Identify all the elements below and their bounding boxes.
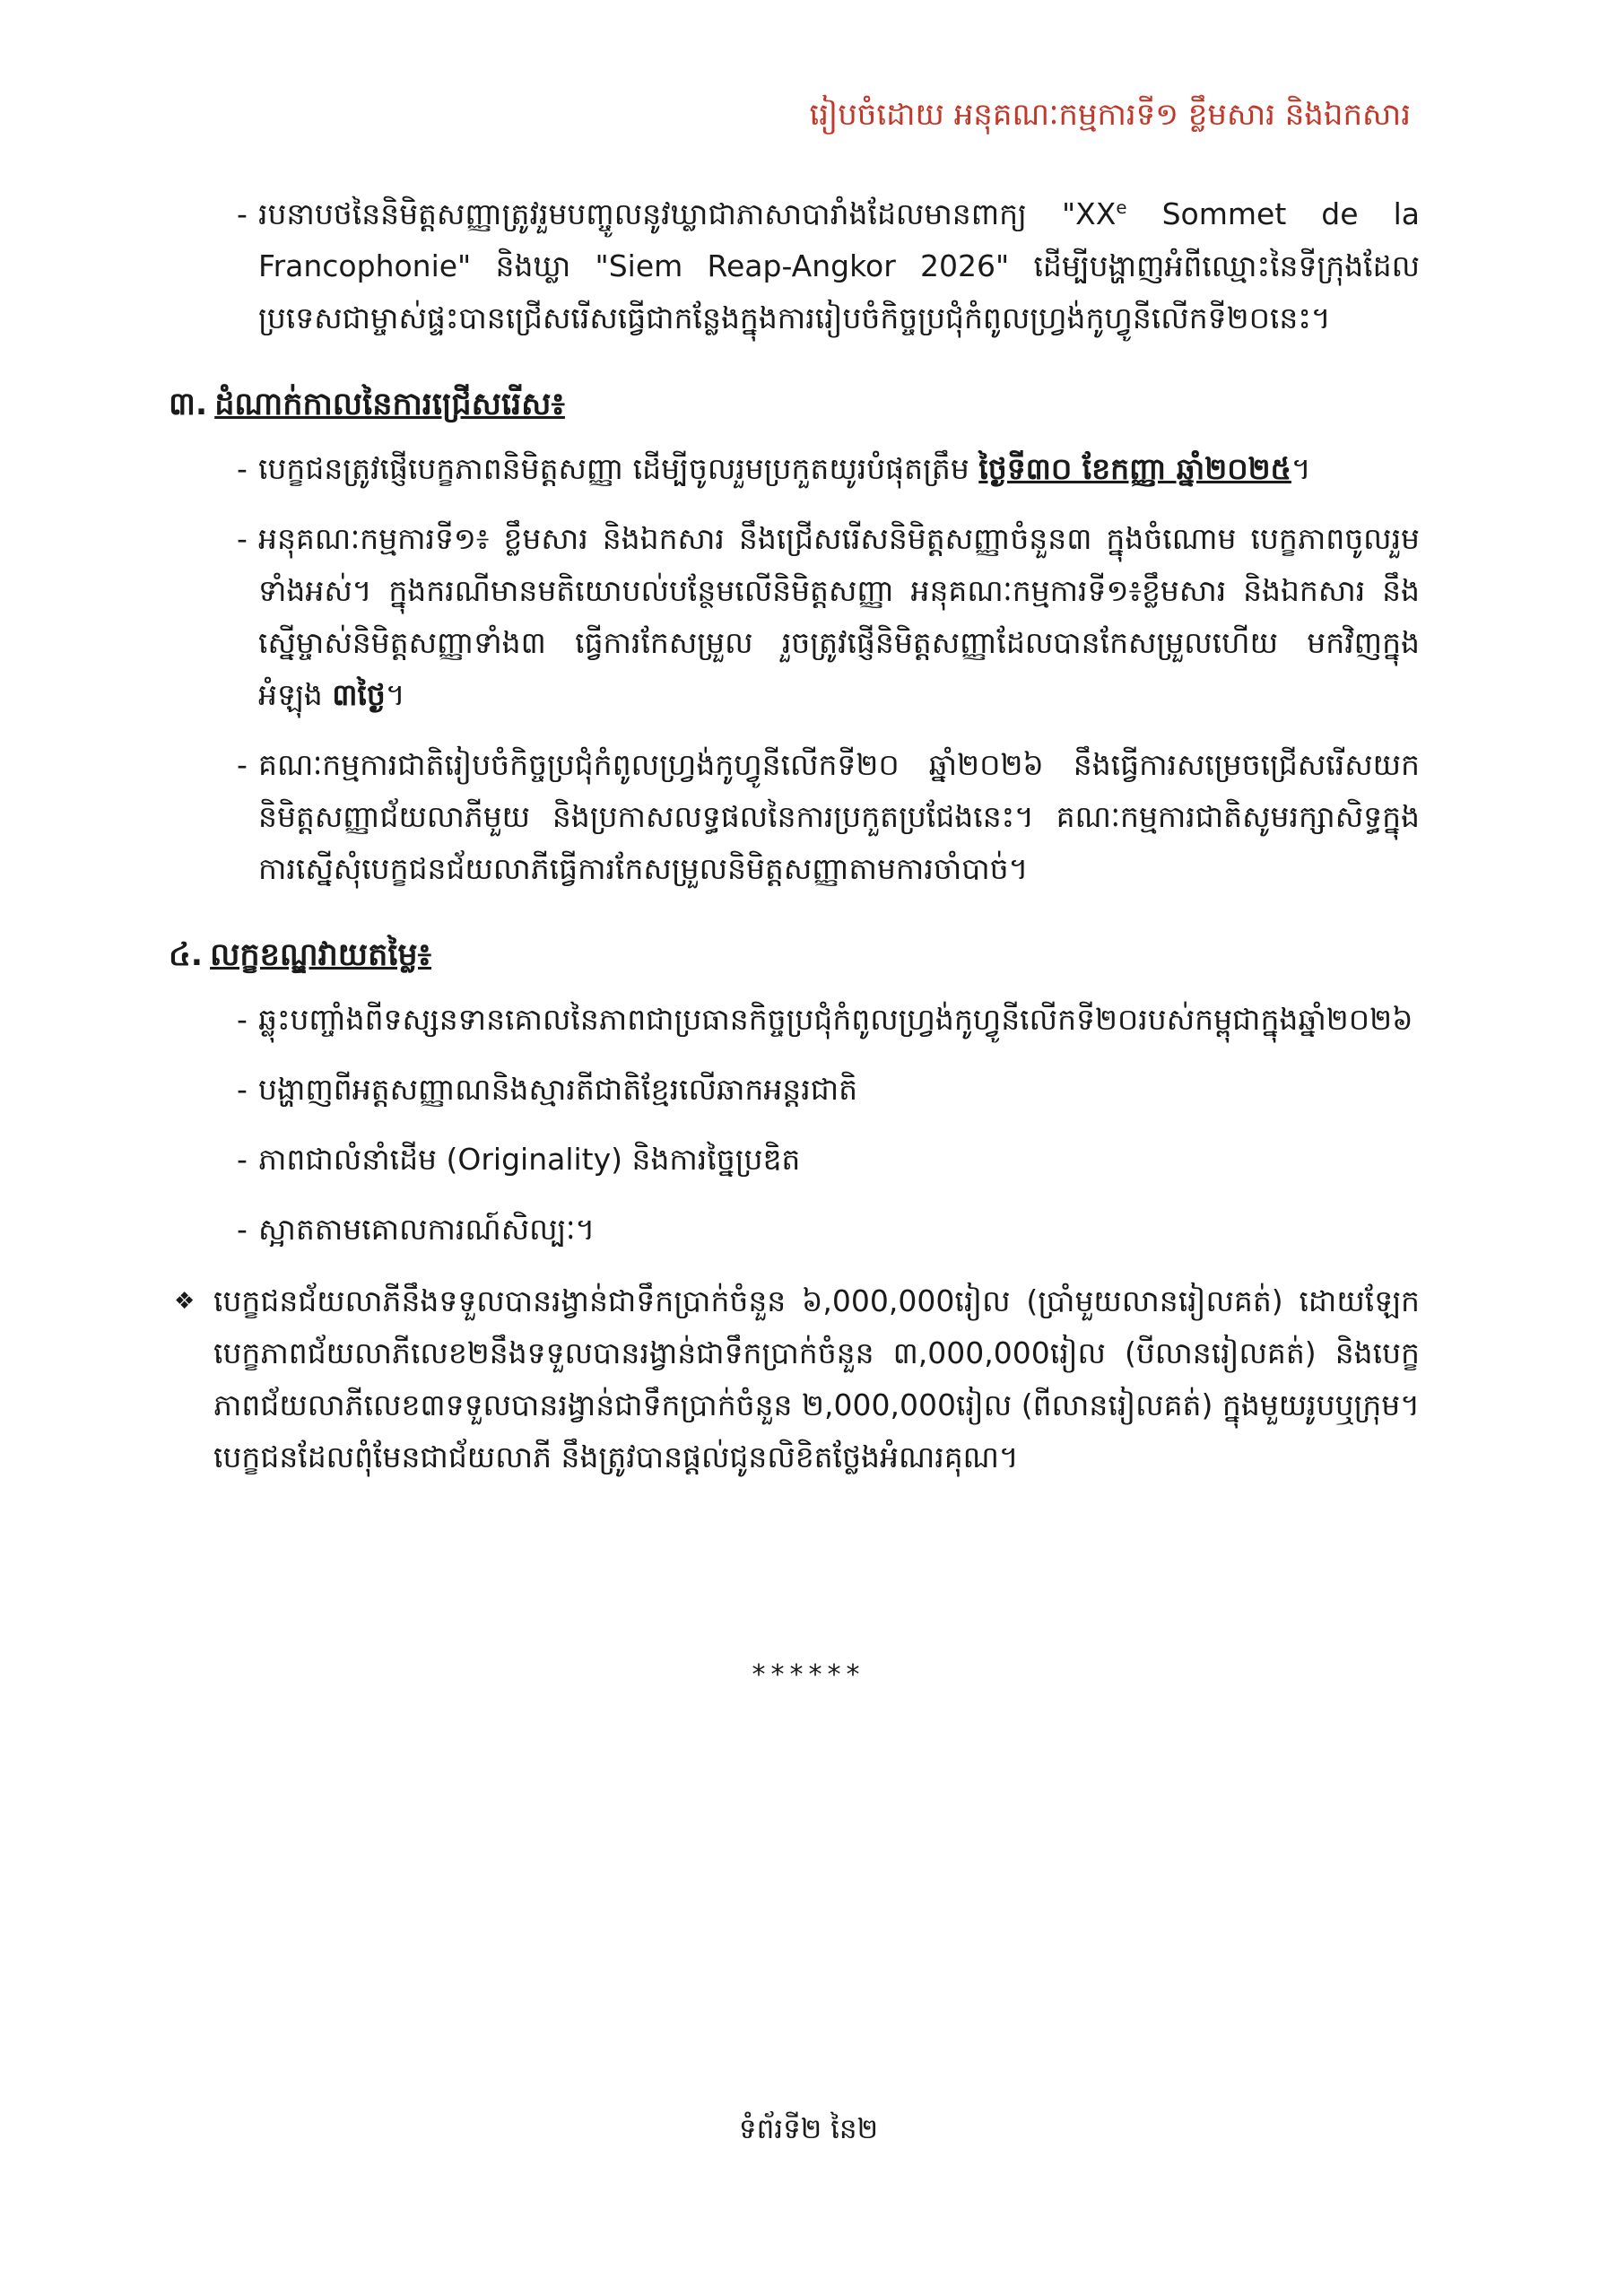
dash-bullet: - xyxy=(237,1142,248,1177)
dash-bullet: - xyxy=(237,1002,248,1037)
dash-bullet: - xyxy=(237,1072,248,1107)
revision-period: ៣ថ្ងៃ xyxy=(332,677,386,712)
dash-bullet: - xyxy=(237,451,248,486)
criteria-item: - ឆ្លុះបញ្ចាំងពីទស្សនទានគោលនៃភាពជាប្រធានកិច្ចប្រជុំកំពូលហ្វ្រង់កូហ្វូនីលើកទី២០របស់កម្ពុជាក្នុងឆ្នាំ២០២៦ xyxy=(169,994,1420,1046)
list-item: - របនាបថនៃនិមិត្តសញ្ញាត្រូវរួមបញ្ចូលនូវឃ្លាជាភាសាបារាំងដែលមានពាក្យ "XXe Sommet de la Francophonie" និងឃ្លា "Siem Reap-Angkor 2026" ដើម្បីបង្ហាញអំពីឈ្មោះនៃទីក្រុងដែលប្រទេសជាម្ចាស់ផ្ទះបានជ្រើសរើសធ្វើជាកន្លែងក្នុងការរៀបចំកិច្ចប្រជុំកំពូលហ្វ្រង់កូហ្វូនីលើកទី២០នេះ។ xyxy=(169,188,1420,344)
prize-paragraph: ❖ បេក្ខជនជ័យលាភីនឹងទទួលបានរង្វាន់ជាទឹកប្រាក់ចំនួន ៦,000,000រៀល (ប្រាំមួយលានរៀលគត់) ដោយឡែក បេក្ខភាពជ័យលាភីលេខ២នឹងទទួលបានរង្វាន់ជាទឹកប្រាក់ចំនួន ៣,000,000រៀល (បីលានរៀលគត់) និងបេក្ខភាពជ័យលាភីលេខ៣ទទួលបានរង្វាន់ជាទឹកប្រាក់ចំនួន ២,000,000រៀល (ពីលានរៀលគត់) ក្នុងមួយរូបឬក្រុម។ បេក្ខជនដែលពុំមែនជាជ័យលាភី នឹងត្រូវបានផ្តល់ជូនលិខិតថ្លែងអំណរគុណ។ xyxy=(169,1275,1420,1483)
end-separator: ****** xyxy=(752,1659,865,1691)
criteria-item: - បង្ហាញពីអត្តសញ្ញាណនិងស្មារតីជាតិខ្មែរលើឆាកអន្តរជាតិ xyxy=(169,1064,1420,1116)
page-header: រៀបចំដោយ អនុគណៈកម្មការទី១ ខ្លឹមសារ និងឯកសារ xyxy=(809,97,1411,133)
criteria-item: - ភាពជាលំនាំដើម (Originality) និងការច្នៃប្រឌិត xyxy=(169,1134,1420,1186)
dash-bullet: - xyxy=(237,747,248,782)
diamond-bullet-icon: ❖ xyxy=(174,1288,196,1315)
page-number: ទំព័រទី២ នៃ២ xyxy=(738,2113,879,2145)
criteria-item: - ស្អាតតាមគោលការណ៍សិល្បៈ។ xyxy=(169,1204,1420,1256)
list-item: - អនុគណៈកម្មការទី១៖ ខ្លឹមសារ និងឯកសារ នឹងជ្រើសរើសនិមិត្តសញ្ញាចំនួន៣ ក្នុងចំណោម បេក្ខភាពចូលរួមទាំងអស់។ ក្នុងករណីមានមតិយោបល់បន្ថែមលើនិមិត្តសញ្ញា អនុគណៈកម្មការទី១៖ខ្លឹមសារ និងឯកសារ នឹងស្នើម្ចាស់និមិត្តសញ្ញាទាំង៣ ធ្វើការកែសម្រួល រួចត្រូវផ្ញើនិមិត្តសញ្ញាដែលបានកែសម្រួលហើយ មកវិញក្នុងអំឡុង ៣ថ្ងៃ។ xyxy=(169,513,1420,721)
section-heading-3: ៣. ដំណាក់កាលនៃការជ្រើសរើស៖ xyxy=(169,387,565,422)
document-body xyxy=(169,188,1420,1483)
dash-bullet: - xyxy=(237,521,248,556)
list-item: - បេក្ខជនត្រូវផ្ញើបេក្ខភាពនិមិត្តសញ្ញា ដើម្បីចូលរួមប្រកួតយូរបំផុតត្រឹម ថ្ងៃទី៣០ ខែកញ្ញា ឆ្នាំ២០២៥។ xyxy=(169,443,1420,495)
list-item: - គណៈកម្មការជាតិរៀបចំកិច្ចប្រជុំកំពូលហ្វ្រង់កូហ្វូនីលើកទី២០ ឆ្នាំ២០២៦ នឹងធ្វើការសម្រេចជ្រើសរើសយកនិមិត្តសញ្ញាជ័យលាភីមួយ និងប្រកាសលទ្ធផលនៃការប្រកួតប្រជែងនេះ។ គណៈកម្មការជាតិសូមរក្សាសិទ្ធក្នុងការស្នើសុំបេក្ខជនជ័យលាភីធ្វើការកែសម្រួលនិមិត្តសញ្ញាតាមការចាំបាច់។ xyxy=(169,739,1420,895)
section-heading-4: ៤. លក្ខខណ្ឌវាយតម្លៃ៖ xyxy=(169,937,432,973)
dash-bullet: - xyxy=(237,1212,248,1247)
dash-bullet: - xyxy=(237,196,248,231)
deadline-date: ថ្ងៃទី៣០ ខែកញ្ញា ឆ្នាំ២០២៥ xyxy=(978,451,1291,486)
